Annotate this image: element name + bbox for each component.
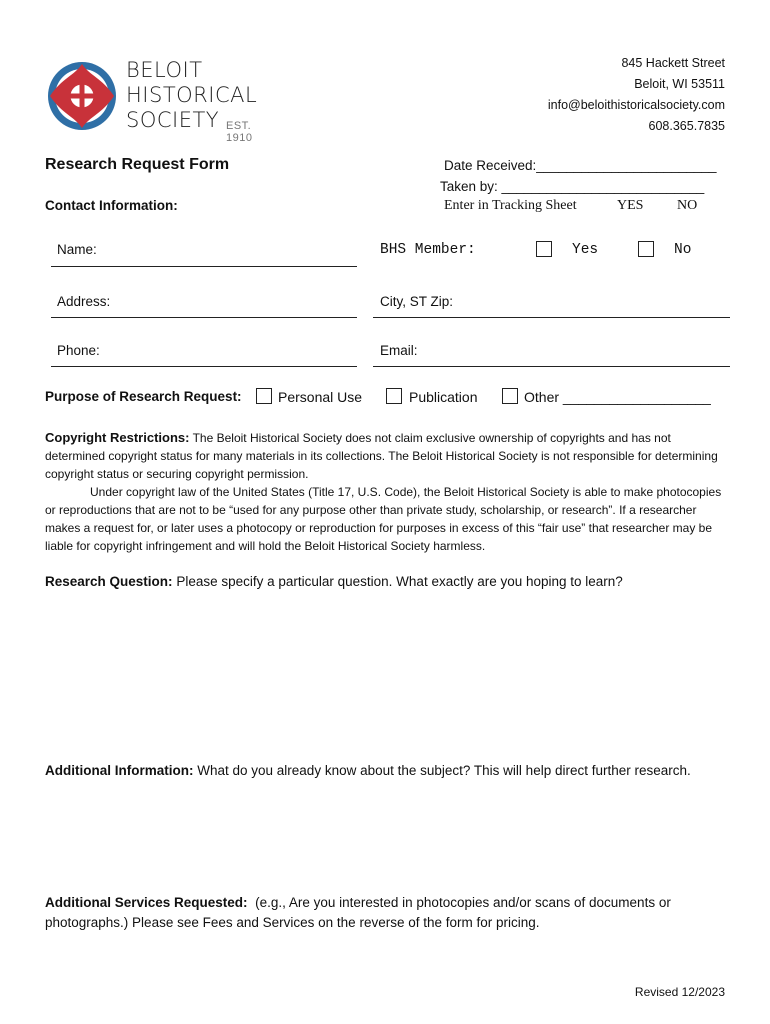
name-input-line[interactable]: [51, 266, 357, 267]
email-label: Email:: [380, 343, 418, 358]
email-input-line[interactable]: [373, 366, 730, 367]
member-no-checkbox[interactable]: [638, 241, 654, 257]
address-block: [548, 53, 725, 137]
address-input-line[interactable]: [51, 317, 357, 318]
additional-info-heading: Additional Information:: [45, 763, 194, 778]
tracking-no-label: NO: [677, 198, 698, 213]
member-yes-checkbox[interactable]: [536, 241, 552, 257]
additional-info-section: [45, 761, 705, 781]
member-no-label: No: [674, 242, 692, 258]
personal-use-checkbox[interactable]: [256, 388, 272, 404]
logo-line2: HISTORICAL: [126, 83, 258, 107]
publication-label: Publication: [409, 389, 478, 405]
additional-info-text: What do you already know about the subject? This will help direct further research.: [197, 763, 691, 778]
copyright-heading: Copyright Restrictions:: [45, 430, 190, 445]
address-label: Address:: [57, 294, 111, 309]
purpose-heading: Purpose of Research Request:: [45, 389, 242, 404]
logo-line3: SOCIETY: [126, 108, 220, 132]
address-phone: 608.365.7835: [648, 119, 725, 133]
personal-use-label: Personal Use: [278, 389, 363, 405]
research-question-text: Please specify a particular question. What exactly are you hoping to learn?: [176, 574, 623, 589]
additional-info-answer-area[interactable]: [45, 806, 727, 886]
phone-input-line[interactable]: [51, 366, 357, 367]
address-email: info@beloithistoricalsociety.com: [547, 98, 725, 112]
copyright-section: [45, 429, 727, 555]
revised-date: Revised 12/2023: [634, 985, 725, 999]
copyright-paragraph-2: Under copyright law of the United States (Title 17, U.S. Code), the Beloit Historical Society is able to make photocopies or reproductions that are not to be “used for any purpose other than private study, scholarship, or research”. If a researcher makes a request for, or later uses a photocopy or reproduction for purposes in excess of this “fair use” that researcher may be liable for copyright infringement and will hold the Beloit Historical Society harmless.: [45, 485, 722, 553]
tracking-sheet-label: Enter in Tracking Sheet: [444, 198, 577, 213]
member-yes-label: Yes: [572, 242, 599, 258]
research-question-answer-area[interactable]: [45, 598, 727, 748]
other-label[interactable]: Other ___________________: [524, 389, 711, 405]
research-question-heading: Research Question:: [45, 574, 173, 589]
tracking-yes-label: YES: [617, 198, 644, 213]
additional-services-heading: Additional Services Requested:: [45, 895, 248, 910]
research-question-section: [45, 574, 727, 589]
additional-services-section: [45, 893, 715, 933]
logo-established: EST. 1910: [226, 120, 253, 144]
city-input-line[interactable]: [373, 317, 730, 318]
phone-label: Phone:: [57, 343, 100, 358]
logo: [44, 58, 274, 144]
logo-line1: BELOIT: [126, 58, 203, 82]
date-received-field[interactable]: Date Received:________________________: [444, 158, 717, 173]
additional-services-text: (e.g., Are you interested in photocopies and/or scans of documents or photographs.) Please see Fees and Services on the reverse of the form for pricing.: [45, 895, 671, 930]
copyright-paragraph-1: The Beloit Historical Society does not claim exclusive ownership of copyrights and has not determined copyright status for many materials in its collections. The Beloit Historical Society is not responsible for determining copyright status or securing copyright permission.: [45, 431, 718, 481]
publication-checkbox[interactable]: [386, 388, 402, 404]
other-checkbox[interactable]: [502, 388, 518, 404]
contact-heading: Contact Information:: [45, 198, 178, 213]
city-label: City, ST Zip:: [380, 294, 454, 309]
form-title: Research Request Form: [45, 156, 230, 173]
bhs-member-label: BHS Member:: [380, 242, 476, 258]
taken-by-field[interactable]: Taken by: ___________________________: [440, 179, 705, 194]
address-city: Beloit, WI 53511: [634, 77, 725, 91]
additional-services-answer-area[interactable]: [45, 938, 727, 978]
address-street: 845 Hackett Street: [621, 56, 725, 70]
logo-emblem-icon: [44, 58, 120, 134]
name-label: Name:: [57, 242, 97, 257]
